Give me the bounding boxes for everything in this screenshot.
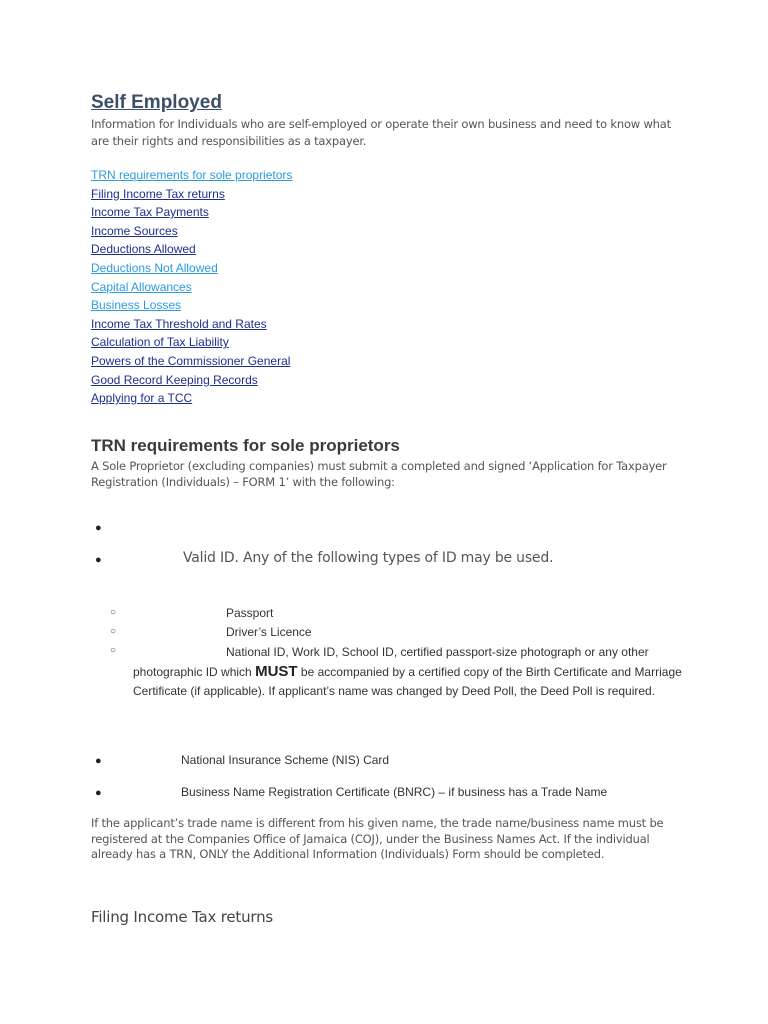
national-id-text-post: be accompanied by a certified copy of the Birth Certificate and Marriage Certificate (if applicable). If applicant’s name was changed by Deed Poll, the Deed Poll is required. (133, 665, 682, 698)
id-type-national-id (133, 643, 683, 701)
link-powers-commissioner[interactable]: Powers of the Commissioner General (91, 353, 291, 368)
circle-bullet-marker: ○ (110, 607, 117, 618)
link-capital-allowances[interactable]: Capital Allowances (91, 279, 192, 294)
link-deductions-allowed[interactable]: Deductions Allowed (91, 242, 196, 257)
bullet-marker: ● (95, 522, 102, 534)
bullet-marker: ● (95, 554, 102, 566)
link-business-losses[interactable]: Business Losses (91, 298, 182, 313)
bnrc-text: Business Name Registration Certificate (BNRC) – if business has a Trade Name (181, 785, 608, 799)
link-income-sources[interactable]: Income Sources (91, 223, 178, 238)
trade-name-paragraph: If the applicant’s trade name is different from his given name, the trade name/business name must be registered at the Companies Office of Jamaica (COJ), under the Business Names Act. If the individual already has a TRN, ONLY the Additional Information (Individuals) Form should be completed. (91, 816, 664, 861)
circle-bullet-marker: ○ (110, 626, 117, 637)
filing-section-heading: Filing Income Tax returns (91, 908, 273, 926)
link-filing-income-tax[interactable]: Filing Income Tax returns (91, 186, 225, 201)
trn-section-paragraph: A Sole Proprietor (excluding companies) must submit a completed and signed ‘Application for Taxpayer Registration (Individuals) – FORM 1’ with the following: (91, 459, 667, 489)
link-record-keeping[interactable]: Good Record Keeping Records (91, 372, 258, 387)
nis-card-text: National Insurance Scheme (NIS) Card (181, 753, 390, 767)
national-id-text-pre: National ID, Work ID, School ID, certified passport-size photograph or any other photographic ID which (133, 645, 649, 679)
trn-section-heading: TRN requirements for sole proprietors (91, 436, 400, 455)
link-calculation-tax-liability[interactable]: Calculation of Tax Liability (91, 335, 229, 350)
id-type-drivers-licence: Driver’s Licence (226, 625, 312, 639)
circle-bullet-marker: ○ (110, 645, 117, 656)
id-type-passport: Passport (226, 606, 274, 620)
link-income-tax-payments[interactable]: Income Tax Payments (91, 205, 209, 220)
link-trn-requirements[interactable]: TRN requirements for sole proprietors (91, 168, 293, 182)
bullet-marker: ● (95, 755, 102, 767)
section-link-list (91, 166, 292, 408)
page-title: Self Employed (91, 92, 222, 113)
intro-paragraph: Information for Individuals who are self-employed or operate their own business and need to know what are their rights and responsibilities as a taxpayer. (91, 117, 671, 148)
link-deductions-not-allowed[interactable]: Deductions Not Allowed (91, 260, 218, 275)
must-emphasis: MUST (255, 663, 298, 680)
valid-id-text: Valid ID. Any of the following types of ID may be used. (183, 550, 554, 566)
bullet-marker: ● (95, 787, 102, 799)
link-applying-tcc[interactable]: Applying for a TCC (91, 391, 193, 406)
link-threshold-and-rates[interactable]: Income Tax Threshold and Rates (91, 316, 267, 331)
